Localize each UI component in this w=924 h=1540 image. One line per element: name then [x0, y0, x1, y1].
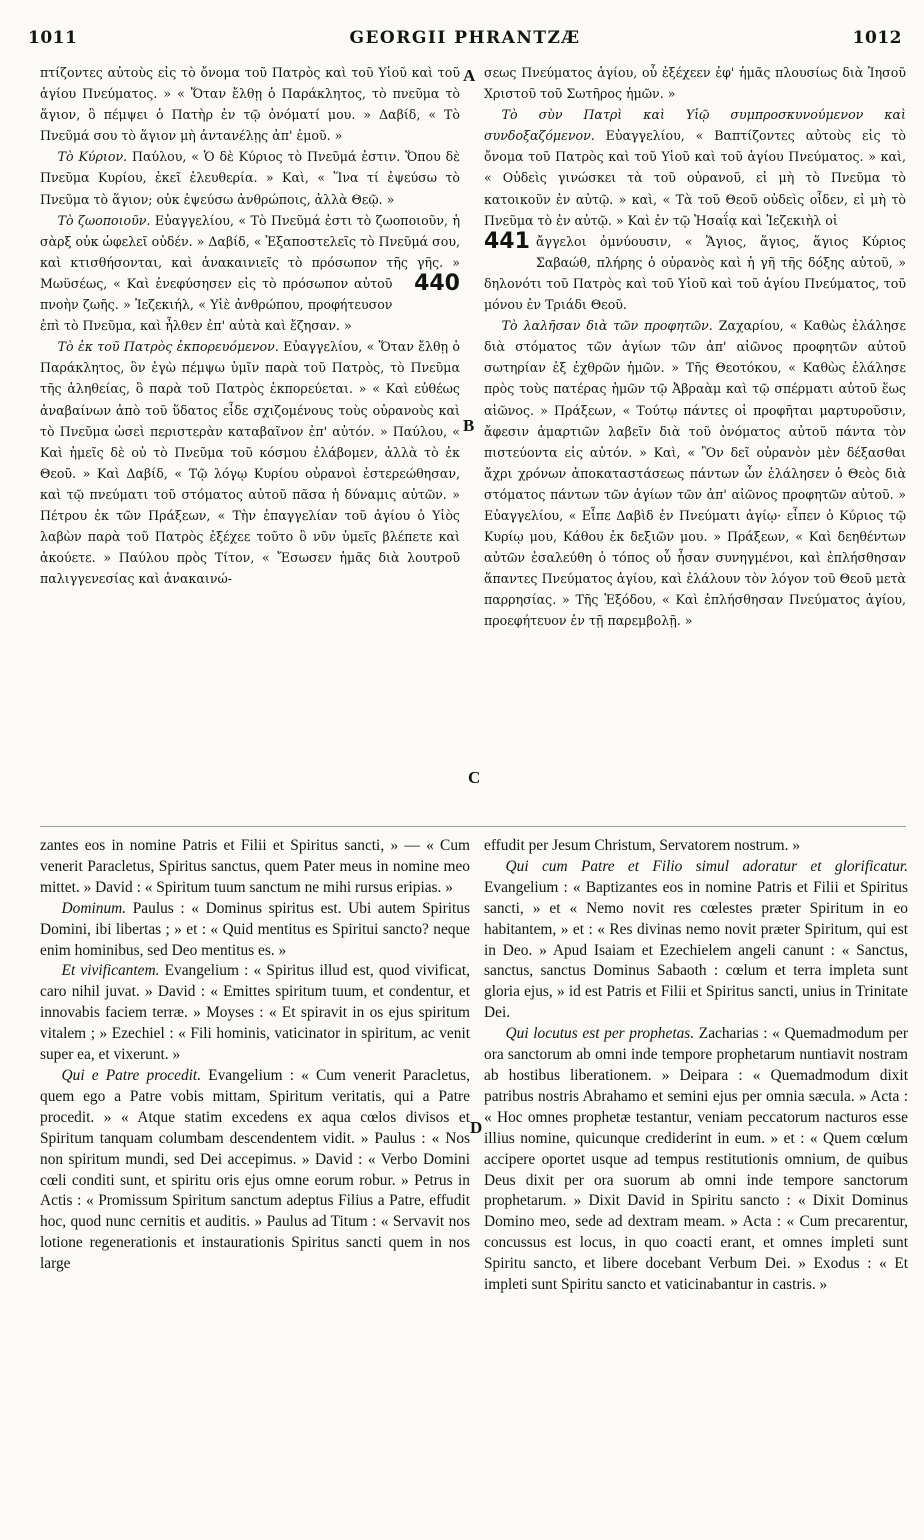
latin-paragraph: zantes eos in nomine Patris et Filii et Spiritus sancti, » — « Cum venerit Paracletus, Spiritus sanctus, quem Pater meus in nomine meo mittet. » David : « Spiritum tuum sanctum ne mihi rursus eripias. » — [40, 837, 470, 896]
margin-letter-d: D — [470, 1118, 483, 1137]
creed-lemma: Τὸ Κύριον. — [57, 149, 128, 165]
greek-paragraph — [484, 228, 906, 315]
creed-lemma: Τὸ λαλῆσαν διὰ τῶν προφητῶν. — [501, 318, 713, 334]
creed-lemma: Τὸ σὺν Πατρὶ καὶ Υἱῷ συμπροσκυνούμενον καὶ συνδοξαζόμενον. — [484, 107, 906, 144]
latin-paragraph — [40, 899, 470, 962]
greek-text: Ζαχαρίου, « Καθὼς ἐλάλησε διὰ στόματος τῶν ἁγίων τῶν ἀπ' αἰῶνος προφητῶν αὐτοῦ σωτηρίαν ἐξ ἐχθρῶν ἡμῶν. » Τῆς Θεοτόκου, « Καθὼς ἐλάλησε πρὸς τοὺς πατέρας ἡμῶν τῷ Ἀβραὰμ καὶ τῷ σπέρματι αὐτοῦ ἕως αἰῶνος. » Πράξεων, « Τούτῳ πάντες οἱ προφῆται μαρτυροῦσιν, ἄφεσιν ἁμαρτιῶν λαβεῖν διὰ τοῦ ὀνόματος αὐτοῦ πάντα τὸν πιστεύοντα εἰς αὐτόν. » Καὶ, « Ὃν δεῖ οὐρανὸν μὲν δέξασθαι ἄχρι χρόνων ἀποκαταστάσεως πάντων ὧν ἐλάλησεν ὁ Θεὸς διὰ στόματος πάντων τῶν ἁγίων τῶν ἀπ' αἰῶνος προφητῶν αὐτοῦ. » Εὐαγγελίου, « Εἶπε Δαβὶδ ἐν Πνεύματι ἁγίῳ· εἶπεν ὁ Κύριος τῷ Κυρίῳ μου, Κάθου ἐκ δεξιῶν μου. » Πράξεων, « Καὶ δεηθέντων αὐτῶν ἐσαλεύθη ὁ τόπος οὗ ἦσαν συνηγμένοι, καὶ ἐπλήσθησαν ἅπαντες Πνεύματος ἁγίου, καὶ ἐλάλουν τὸν λόγον τοῦ Θεοῦ μετὰ παρρησίας. » Τῆς Ἐξόδου, « Καὶ ἐπλήσθησαν Πνεύματος ἁγίου, προεφήτευον ἐν τῇ παρεμβολῇ. » — [484, 318, 906, 629]
running-title: GEORGII PHRANTZÆ — [349, 28, 581, 48]
creed-lemma: Τὸ ζωοποιοῦν. — [57, 212, 151, 228]
creed-lemma: Dominum. — [61, 899, 127, 917]
creed-lemma: Τὸ ἐκ τοῦ Πατρὸς ἐκπορευόμενον. — [57, 339, 279, 355]
greek-paragraph — [40, 336, 460, 589]
greek-paragraph — [40, 210, 460, 337]
latin-text: Evangelium : « Spiritus illud est, quod vivificat, caro nihil juvat. » David : « Emittes spiritum tuum, et condentur, et innovabis faciem terræ. » Moyses : « Et spiravit in os ejus spiritum vitalem ; » Ezechiel : « Fili hominis, vaticinator in spiritum, ac venit super ea, et vixerunt. » — [40, 962, 470, 1064]
latin-text: Evangelium : « Cum venerit Paracletus, quem ego a Patre vobis mittam, Spiritum veritatis, qui a Patre procedit. » « Atque statim excedens ex aqua cœlos divisos et Spiritum tanquam columbam descendentem vidit. » Paulus : « Nos non spiritum mundi, sed Dei accepimus. » David : « Verbo Domini cœli conditi sunt, et spiritu oris ejus omne eorum robur. » Petrus in Actis : « Promissum Spiritum sanctum adeptus Filius a Patre, effudit hoc, quod nunc cernitis et auditis. » Paulus ad Titum : « Servavit nos lotione regenerationis et instaurationis Spiritus sancti quem in nos large — [40, 1066, 470, 1273]
latin-paragraph — [484, 1024, 908, 1296]
column-number-441: 441 — [484, 228, 530, 254]
column-number-440: 440 — [414, 270, 460, 296]
greek-column-right — [484, 62, 906, 832]
margin-letter-a: A — [463, 66, 476, 85]
section-divider — [40, 826, 906, 827]
greek-paragraph: σεως Πνεύματος ἁγίου, οὗ ἐξέχεεν ἐφ' ἡμᾶς πλουσίως διὰ Ἰησοῦ Χριστοῦ τοῦ Σωτῆρος ἡμῶν. » — [484, 65, 906, 102]
latin-paragraph — [484, 857, 908, 1024]
greek-paragraph — [40, 146, 460, 209]
latin-text: Paulus : « Dominus spiritus est. Ubi autem Spiritus Domini, ibi libertas ; » et : « Quid mentitus es Spiritui sancto? neque enim hominibus, sed Deo mentitus es. » — [40, 899, 470, 959]
greek-column-left — [40, 62, 460, 832]
latin-column-left — [40, 836, 470, 1526]
creed-lemma: Qui locutus est per prophetas. — [505, 1025, 695, 1043]
latin-text: Evangelium : « Baptizantes eos in nomine Patris et Filii et Spiritus sancti, » et « Nemo novit res cœlestes præter Spiritum in eo habitantem, » et : « Res divinas nemo novit præter Spiritum, qui est in Deo. » Apud Isaiam et Ezechielem angeli canunt : « Sanctus, sanctus, sanctus Dominus Sabaoth : cœlum et terra impleta sunt gloria ejus, » id est Patris et Filii et Spiritus sancti, unius in Trinitate Dei. — [484, 878, 908, 1022]
margin-letter-c: C — [468, 768, 481, 787]
greek-text: πνοὴν ζωῆς. » Ἰεζεκιήλ, « Υἱὲ ἀνθρώπου, προφήτευσον ἐπὶ τὸ Πνεῦμα, καὶ ἦλθεν ἐπ' αὐτὰ καὶ ἔζησαν. » — [40, 297, 393, 334]
latin-paragraph — [40, 1066, 470, 1275]
latin-paragraph — [40, 961, 470, 1066]
greek-text: Εὐαγγελίου, « Βαπτίζοντες αὐτοὺς εἰς τὸ ὄνομα τοῦ Πατρὸς καὶ τοῦ Υἱοῦ καὶ τοῦ ἁγίου Πνεύματος. » καὶ, « Οὐδεὶς γινώσκει τὰ τοῦ οὐρανοῦ, εἰ μὴ τὸ Πνεῦμα τὸ κατοικοῦν ἐν αὐτῷ. » καὶ, « Τὰ τοῦ Θεοῦ οὐδεὶς οἶδεν, εἰ μὴ τὸ Πνεῦμα τὸ ἐν αὐτῷ. » Καὶ ἐν τῷ Ἡσαΐᾳ καὶ Ἰεζεκιὴλ οἱ — [484, 128, 906, 228]
page-number-left: 1011 — [28, 28, 78, 48]
greek-paragraph: πτίζοντες αὐτοὺς εἰς τὸ ὄνομα τοῦ Πατρὸς καὶ τοῦ Υἱοῦ καὶ τοῦ ἁγίου Πνεύματος. » « Ὅταν ἔλθῃ ὁ Παράκλητος, τὸ πνεῦμα τὸ ἅγιον, ὃ πέμψει ὁ Πατὴρ ἐν τῷ ὀνόματί μου. » Δαβίδ, « Τὸ Πνεῦμά σου τὸ ἅγιον μὴ ἀντανέλῃς ἀπ' ἐμοῦ. » — [40, 65, 460, 144]
margin-letter-b: B — [463, 416, 475, 435]
page-number-right: 1012 — [852, 28, 902, 48]
greek-text: Εὐαγγελίου, « Τὸ Πνεῦμά ἐστι τὸ ζωοποιοῦν, ἡ σὰρξ οὐκ ὠφελεῖ οὐδέν. » Δαβίδ, « Ἐξαποστελεῖς τὸ Πνεῦμά σου, καὶ κτισθήσονται, καὶ ἀνακαινιεῖς τὸ πρόσωπον τῆς γῆς. » Μωϋσέως, « Καὶ ἐνεφύσησεν εἰς τὸ πρόσωπον αὐτοῦ — [40, 212, 460, 291]
running-header — [28, 28, 902, 54]
greek-text: Παύλου, « Ὁ δὲ Κύριος τὸ Πνεῦμά ἐστιν. Ὅπου δὲ Πνεῦμα Κυρίου, ἐκεῖ ἐλευθερία. » Καὶ, « Ἵνα τί ἐψεύσω τὸ Πνεῦμα τὸ ἅγιον; οὐκ ἐψεύσω ἀνθρώποις, ἀλλὰ Θεῷ. » — [40, 149, 460, 207]
greek-text: Εὐαγγελίου, « Ὅταν ἔλθῃ ὁ Παράκλητος, ὃν ἐγὼ πέμψω ὑμῖν παρὰ τοῦ Πατρὸς, τὸ Πνεῦμα τῆς ἀληθείας, ὃ παρὰ τοῦ Πατρὸς ἐκπορεύεται. » « Καὶ εὐθέως ἀναβαίνων ἀπὸ τοῦ ὕδατος εἶδε σχιζομένους τοὺς οὐρανοὺς καὶ τὸ Πνεῦμα ὡσεὶ περιστερὰν καταβαῖνον ἐπ' αὐτόν. » Παύλου, « Καὶ ἡμεῖς δὲ οὐ τὸ Πνεῦμα τοῦ κόσμου ἐλάβομεν, ἀλλὰ τὸ ἐκ Θεοῦ. » Καὶ Δαβίδ, « Τῷ λόγῳ Κυρίου οὐρανοὶ ἐστερεώθησαν, καὶ τῷ πνεύματι τοῦ στόματος αὐτοῦ πᾶσα ἡ δύναμις αὐτῶν. » Πέτρου ἐκ τῶν Πράξεων, « Τὴν ἐπαγγελίαν τοῦ ἁγίου ὁ Υἱὸς λαβὼν παρὰ τοῦ Πατρὸς ἐξέχεε τοῦτο ὃ νῦν ὑμεῖς βλέπετε καὶ ἀκούετε. » Παύλου πρὸς Τίτον, « Ἔσωσεν ἡμᾶς διὰ λουτροῦ παλιγγενεσίας καὶ ἀνακαινώ- — [40, 339, 460, 587]
creed-lemma: Qui cum Patre et Filio simul adoratur et glorificatur. — [505, 857, 908, 875]
latin-column-right — [484, 836, 908, 1526]
latin-paragraph: effudit per Jesum Christum, Servatorem nostrum. » — [484, 837, 801, 854]
latin-text: Zacharias : « Quemadmodum per ora sanctorum ab omni inde tempore prophetarum nuntiavit nostram ab hostibus liberationem. » Deipara : « Quemadmodum dixit patribus nostris Abrahamo et semini ejus per omnia sæcula. » Acta : « Hoc omnes prophetæ testantur, veniam peccatorum nacturos esse illius nomine, quicunque crediderint in eum. » et : « Quem cœlum accipere oportet usque ad tempus restitutionis omnium, de quibus Deus dixit per ora suorum ab omni inde tempore sanctorum prophetarum. » Dixit David in Spiritu sancto : « Dixit Dominus Domino meo, sede ad dextram meam. » Acta : « Cum precarentur, concussus est locus, in quo coacti erant, et omnes impleti sunt Spiritu sancto, et libere docebant Verbum Dei. » Exodus : « Et impleti sunt Spiritu sancto et vaticinabantur in castris. » — [484, 1025, 908, 1294]
greek-text: ἄγγελοι ὀμνύουσιν, « Ἅγιος, ἅγιος, ἅγιος Κύριος Σαβαώθ, πλήρης ὁ οὐρανὸς καὶ ἡ γῆ τῆς δόξης αὐτοῦ, » δηλονότι τοῦ Πατρὸς καὶ τοῦ Υἱοῦ καὶ τοῦ ἁγίου Πνεύματος, τοῦ μόνου ἐν Τριάδι Θεοῦ. — [484, 233, 906, 313]
greek-paragraph — [484, 104, 906, 231]
greek-paragraph — [484, 315, 906, 631]
creed-lemma: Qui e Patre procedit. — [61, 1066, 202, 1084]
creed-lemma: Et vivificantem. — [61, 962, 160, 980]
